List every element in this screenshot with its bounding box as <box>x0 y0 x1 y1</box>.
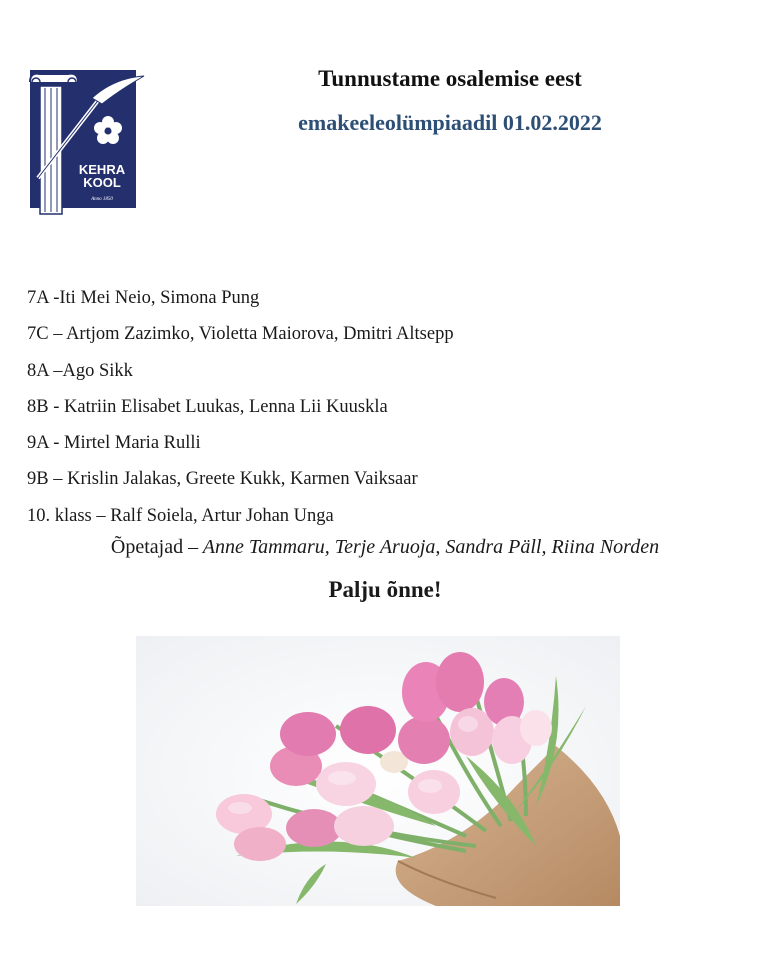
logo-since: Anno 1850 <box>91 197 113 202</box>
participant-line: 10. klass – Ralf Soiela, Artur Johan Unga <box>27 505 334 526</box>
teachers-label: Õpetajad <box>110 536 189 558</box>
participant-line: 7A -Iti Mei Neio, Simona Pung <box>27 288 260 308</box>
participant-line: 7C – Artjom Zazimko, Violetta Maiorova, Dmitri Altsepp <box>27 324 454 345</box>
participant-line: 9B – Krislin Jalakas, Greete Kukk, Karmen Vaiksaar <box>27 469 418 490</box>
participant-list <box>27 280 454 534</box>
tulip-bouquet-image <box>136 636 620 906</box>
kehra-kool-logo <box>28 68 146 220</box>
teachers-line <box>0 536 770 559</box>
page-title: Tunnustame osalemise eest <box>318 66 582 91</box>
participant-line: 8A –Ago Sikk <box>27 360 133 381</box>
logo-line2: KOOL <box>83 175 121 190</box>
logo-line1: KEHRA <box>78 162 126 177</box>
teachers-names: – Anne Tammaru, Terje Aruoja, Sandra Päll, Riina Norden <box>188 536 660 558</box>
congratulations-text: Palju õnne! <box>328 577 442 602</box>
participant-line: 9A - Mirtel Maria Rulli <box>27 433 201 454</box>
participant-line: 8B - Katriin Elisabet Luukas, Lenna Lii Kuuskla <box>27 396 388 417</box>
page-subtitle: emakeeleolümpiaadil 01.02.2022 <box>298 110 602 135</box>
